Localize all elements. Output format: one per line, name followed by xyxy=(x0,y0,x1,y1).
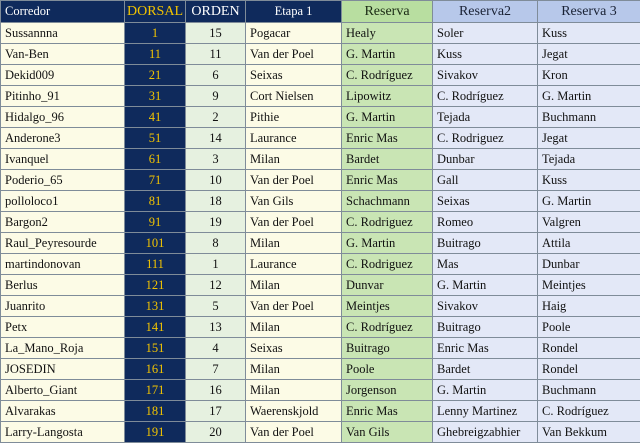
cell-dorsal: 81 xyxy=(125,191,186,212)
cell-etapa: Laurance xyxy=(246,128,342,149)
cell-reserva2: Soler xyxy=(433,23,538,44)
cell-reserva: G. Martin xyxy=(342,44,433,65)
cell-reserva3: C. Rodríguez xyxy=(538,401,640,422)
cell-dorsal: 91 xyxy=(125,212,186,233)
header-reserva: Reserva xyxy=(342,1,433,23)
cell-etapa: Milan xyxy=(246,359,342,380)
cell-reserva3: Attila xyxy=(538,233,640,254)
cell-corredor: La_Mano_Roja xyxy=(1,338,125,359)
cell-orden: 18 xyxy=(186,191,246,212)
cell-reserva3: Buchmann xyxy=(538,107,640,128)
cell-etapa: Van der Poel xyxy=(246,212,342,233)
cell-reserva2: Mas xyxy=(433,254,538,275)
cell-reserva: C. Rodriguez xyxy=(342,254,433,275)
table-row xyxy=(1,170,640,191)
cell-reserva3: Rondel xyxy=(538,359,640,380)
cell-corredor: Sussannna xyxy=(1,23,125,44)
cell-reserva: G. Martin xyxy=(342,107,433,128)
cell-reserva: Poole xyxy=(342,359,433,380)
table-row xyxy=(1,359,640,380)
cell-reserva2: Sivakov xyxy=(433,65,538,86)
cell-dorsal: 41 xyxy=(125,107,186,128)
cell-reserva2: Buitrago xyxy=(433,233,538,254)
cell-reserva3: Jegat xyxy=(538,44,640,65)
cell-etapa: Van der Poel xyxy=(246,422,342,443)
cell-reserva3: Buchmann xyxy=(538,380,640,401)
cell-reserva3: G. Martin xyxy=(538,86,640,107)
cell-etapa: Seixas xyxy=(246,338,342,359)
table-row xyxy=(1,128,640,149)
cell-corredor: Pitinho_91 xyxy=(1,86,125,107)
cell-dorsal: 31 xyxy=(125,86,186,107)
cell-reserva: Healy xyxy=(342,23,433,44)
cell-corredor: Hidalgo_96 xyxy=(1,107,125,128)
cell-etapa: Seixas xyxy=(246,65,342,86)
cell-dorsal: 161 xyxy=(125,359,186,380)
cell-etapa: Milan xyxy=(246,275,342,296)
table-row xyxy=(1,107,640,128)
cell-corredor: martindonovan xyxy=(1,254,125,275)
cell-orden: 4 xyxy=(186,338,246,359)
cell-corredor: Larry-Langosta xyxy=(1,422,125,443)
table-row xyxy=(1,317,640,338)
cell-etapa: Cort Nielsen xyxy=(246,86,342,107)
cell-orden: 3 xyxy=(186,149,246,170)
cell-reserva: Schachmann xyxy=(342,191,433,212)
header-reserva3: Reserva 3 xyxy=(538,1,640,23)
cell-reserva: C. Rodriguez xyxy=(342,212,433,233)
table-row xyxy=(1,380,640,401)
table-row xyxy=(1,254,640,275)
cell-corredor: Berlus xyxy=(1,275,125,296)
header-reserva2: Reserva2 xyxy=(433,1,538,23)
cell-orden: 6 xyxy=(186,65,246,86)
table-row xyxy=(1,212,640,233)
cell-reserva: Lipowitz xyxy=(342,86,433,107)
table-header xyxy=(1,1,640,23)
table-row xyxy=(1,233,640,254)
cell-reserva2: Romeo xyxy=(433,212,538,233)
cell-corredor: Alvarakas xyxy=(1,401,125,422)
cell-reserva: C. Rodríguez xyxy=(342,65,433,86)
cell-reserva3: Valgren xyxy=(538,212,640,233)
cell-dorsal: 151 xyxy=(125,338,186,359)
table-row xyxy=(1,296,640,317)
cell-reserva: Bardet xyxy=(342,149,433,170)
cell-reserva2: G. Martin xyxy=(433,380,538,401)
cell-orden: 12 xyxy=(186,275,246,296)
cell-reserva2: Sivakov xyxy=(433,296,538,317)
cell-reserva2: Lenny Martinez xyxy=(433,401,538,422)
cell-reserva: Jorgenson xyxy=(342,380,433,401)
cell-corredor: Dekid009 xyxy=(1,65,125,86)
cell-etapa: Laurance xyxy=(246,254,342,275)
cell-dorsal: 101 xyxy=(125,233,186,254)
cell-reserva: Enric Mas xyxy=(342,128,433,149)
cell-dorsal: 141 xyxy=(125,317,186,338)
cell-orden: 15 xyxy=(186,23,246,44)
cell-orden: 2 xyxy=(186,107,246,128)
cell-corredor: Raul_Peyresourde xyxy=(1,233,125,254)
cell-corredor: Petx xyxy=(1,317,125,338)
cell-reserva2: G. Martin xyxy=(433,275,538,296)
cell-orden: 10 xyxy=(186,170,246,191)
table-row xyxy=(1,275,640,296)
cell-corredor: polloloco1 xyxy=(1,191,125,212)
cell-reserva3: Kuss xyxy=(538,23,640,44)
cell-orden: 20 xyxy=(186,422,246,443)
cell-orden: 8 xyxy=(186,233,246,254)
cell-reserva2: Ghebreigzabhier xyxy=(433,422,538,443)
cell-reserva: Van Gils xyxy=(342,422,433,443)
cell-orden: 9 xyxy=(186,86,246,107)
header-corredor: Corredor xyxy=(1,1,125,23)
cell-corredor: Alberto_Giant xyxy=(1,380,125,401)
cell-reserva3: Tejada xyxy=(538,149,640,170)
cell-reserva: C. Rodríguez xyxy=(342,317,433,338)
cell-etapa: Pogacar xyxy=(246,23,342,44)
cell-orden: 13 xyxy=(186,317,246,338)
table-row xyxy=(1,191,640,212)
cell-reserva2: Dunbar xyxy=(433,149,538,170)
cell-dorsal: 171 xyxy=(125,380,186,401)
cell-corredor: Ivanquel xyxy=(1,149,125,170)
cell-reserva3: Kron xyxy=(538,65,640,86)
cell-etapa: Van Gils xyxy=(246,191,342,212)
table-row xyxy=(1,65,640,86)
cell-dorsal: 61 xyxy=(125,149,186,170)
cell-reserva3: Rondel xyxy=(538,338,640,359)
cell-dorsal: 131 xyxy=(125,296,186,317)
table-row xyxy=(1,422,640,443)
cell-reserva3: Meintjes xyxy=(538,275,640,296)
cell-etapa: Van der Poel xyxy=(246,296,342,317)
cell-reserva: Buitrago xyxy=(342,338,433,359)
cell-orden: 16 xyxy=(186,380,246,401)
cell-dorsal: 111 xyxy=(125,254,186,275)
table-body xyxy=(1,23,640,443)
cell-etapa: Milan xyxy=(246,317,342,338)
table-row xyxy=(1,149,640,170)
cell-corredor: Bargon2 xyxy=(1,212,125,233)
header-orden: ORDEN xyxy=(186,1,246,23)
cell-reserva: G. Martin xyxy=(342,233,433,254)
cell-orden: 1 xyxy=(186,254,246,275)
cell-dorsal: 21 xyxy=(125,65,186,86)
cell-reserva3: Van Bekkum xyxy=(538,422,640,443)
cell-reserva2: C. Rodriguez xyxy=(433,128,538,149)
table-row xyxy=(1,338,640,359)
cell-reserva3: Dunbar xyxy=(538,254,640,275)
header-etapa: Etapa 1 xyxy=(246,1,342,23)
cell-etapa: Waerenskjold xyxy=(246,401,342,422)
cell-reserva: Enric Mas xyxy=(342,401,433,422)
cell-corredor: Juanrito xyxy=(1,296,125,317)
header-dorsal: DORSAL xyxy=(125,1,186,23)
cell-dorsal: 1 xyxy=(125,23,186,44)
cell-etapa: Milan xyxy=(246,233,342,254)
cell-dorsal: 121 xyxy=(125,275,186,296)
cell-orden: 17 xyxy=(186,401,246,422)
cell-reserva2: Bardet xyxy=(433,359,538,380)
cell-reserva2: Seixas xyxy=(433,191,538,212)
cell-reserva3: G. Martin xyxy=(538,191,640,212)
table-row xyxy=(1,23,640,44)
cell-reserva: Meintjes xyxy=(342,296,433,317)
table-row xyxy=(1,44,640,65)
table-row xyxy=(1,86,640,107)
cell-reserva: Enric Mas xyxy=(342,170,433,191)
cell-reserva3: Jegat xyxy=(538,128,640,149)
cell-orden: 14 xyxy=(186,128,246,149)
cell-corredor: Van-Ben xyxy=(1,44,125,65)
cell-reserva2: Kuss xyxy=(433,44,538,65)
cell-etapa: Van der Poel xyxy=(246,44,342,65)
cell-dorsal: 71 xyxy=(125,170,186,191)
cell-reserva2: Tejada xyxy=(433,107,538,128)
cell-reserva: Dunvar xyxy=(342,275,433,296)
cell-reserva2: Gall xyxy=(433,170,538,191)
cell-dorsal: 181 xyxy=(125,401,186,422)
cell-etapa: Pithie xyxy=(246,107,342,128)
cell-dorsal: 191 xyxy=(125,422,186,443)
cell-etapa: Van der Poel xyxy=(246,170,342,191)
header-row xyxy=(1,1,640,23)
cell-orden: 11 xyxy=(186,44,246,65)
cell-reserva2: Enric Mas xyxy=(433,338,538,359)
cell-reserva2: Buitrago xyxy=(433,317,538,338)
cell-reserva3: Poole xyxy=(538,317,640,338)
cell-corredor: JOSEDIN xyxy=(1,359,125,380)
cell-reserva3: Kuss xyxy=(538,170,640,191)
cell-reserva3: Haig xyxy=(538,296,640,317)
cell-etapa: Milan xyxy=(246,149,342,170)
cell-orden: 7 xyxy=(186,359,246,380)
cell-dorsal: 51 xyxy=(125,128,186,149)
cell-reserva2: C. Rodríguez xyxy=(433,86,538,107)
cell-etapa: Milan xyxy=(246,380,342,401)
cell-corredor: Poderio_65 xyxy=(1,170,125,191)
table-row xyxy=(1,401,640,422)
cell-orden: 5 xyxy=(186,296,246,317)
cell-corredor: Anderone3 xyxy=(1,128,125,149)
cell-orden: 19 xyxy=(186,212,246,233)
cell-dorsal: 11 xyxy=(125,44,186,65)
